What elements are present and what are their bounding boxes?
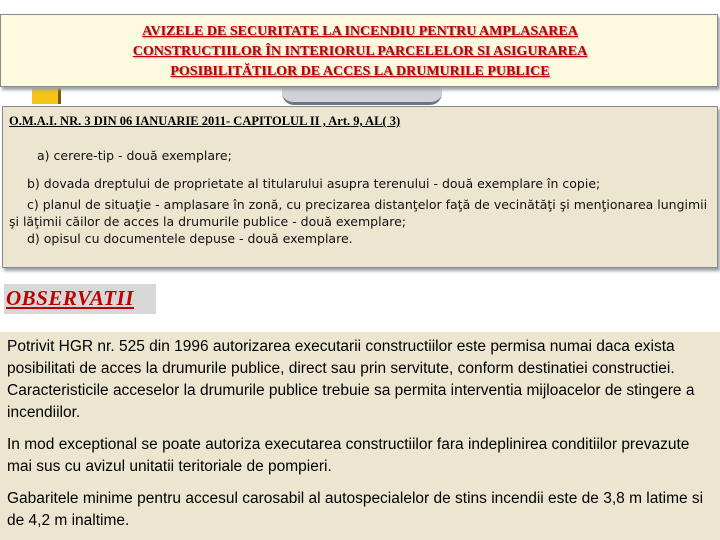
observatii-paragraph-1: Potrivit HGR nr. 525 din 1996 autorizarea executarii constructiilor este permisa numai daca exista posibilitati de acces la drumurile publice, direct sau prin servitute, conform destinatiei constructiei. Caracteristicile acceselor la drumurile publice trebuie sa permita interventia mijloacelor de stingere a incendiilor. [7, 338, 695, 421]
observatii-heading-box [4, 284, 156, 314]
page-title [1, 22, 719, 82]
decorative-tab [282, 86, 442, 105]
decorative-line [58, 88, 61, 104]
title-line-2: CONSTRUCTIILOR ÎN INTERIORUL PARCELELOR SI ASIGURAREA [132, 44, 588, 59]
requirements-list [3, 147, 715, 247]
list-item-c: c) planul de situaţie - amplasare în zonă, cu precizarea distanţelor faţă de vecinătăţi şi menţionarea lungimii şi lăţimii căilor de acces la drumurile publice - două exemplare; [9, 197, 708, 229]
law-reference: O.M.A.I. NR. 3 DIN 06 IANUARIE 2011- CAPITOLUL II , Art. 9, AL( 3) [9, 114, 401, 128]
decorative-yellow-block [32, 88, 58, 104]
list-item-d: d) opisul cu documentele depuse - două exemplare. [27, 231, 353, 246]
observatii-heading: OBSERVATII [6, 286, 134, 310]
title-line-3: POSIBILITĂTILOR DE ACCES LA DRUMURILE PUBLICE [170, 64, 550, 79]
list-item-a: a) cerere-tip - două exemplare; [37, 148, 232, 163]
title-banner [0, 14, 718, 87]
observatii-paragraph-2: In mod exceptional se poate autoriza executarea constructiilor fara indeplinirea conditiilor prevazute mai sus cu avizul unitatii teritoriale de pompieri. [7, 436, 690, 475]
observatii-paragraph-3: Gabaritele minime pentru accesul carosabil al autospecialelor de stins incendii este de 3,8 m latime si de 4,2 m inaltime. [7, 490, 704, 529]
requirements-panel [2, 106, 718, 268]
title-line-1: AVIZELE DE SECURITATE LA INCENDIU PENTRU AMPLASAREA [142, 24, 578, 39]
observatii-panel [0, 332, 720, 540]
list-item-b: b) dovada dreptului de proprietate al titularului asupra terenului - două exemplare în copie; [27, 176, 601, 191]
